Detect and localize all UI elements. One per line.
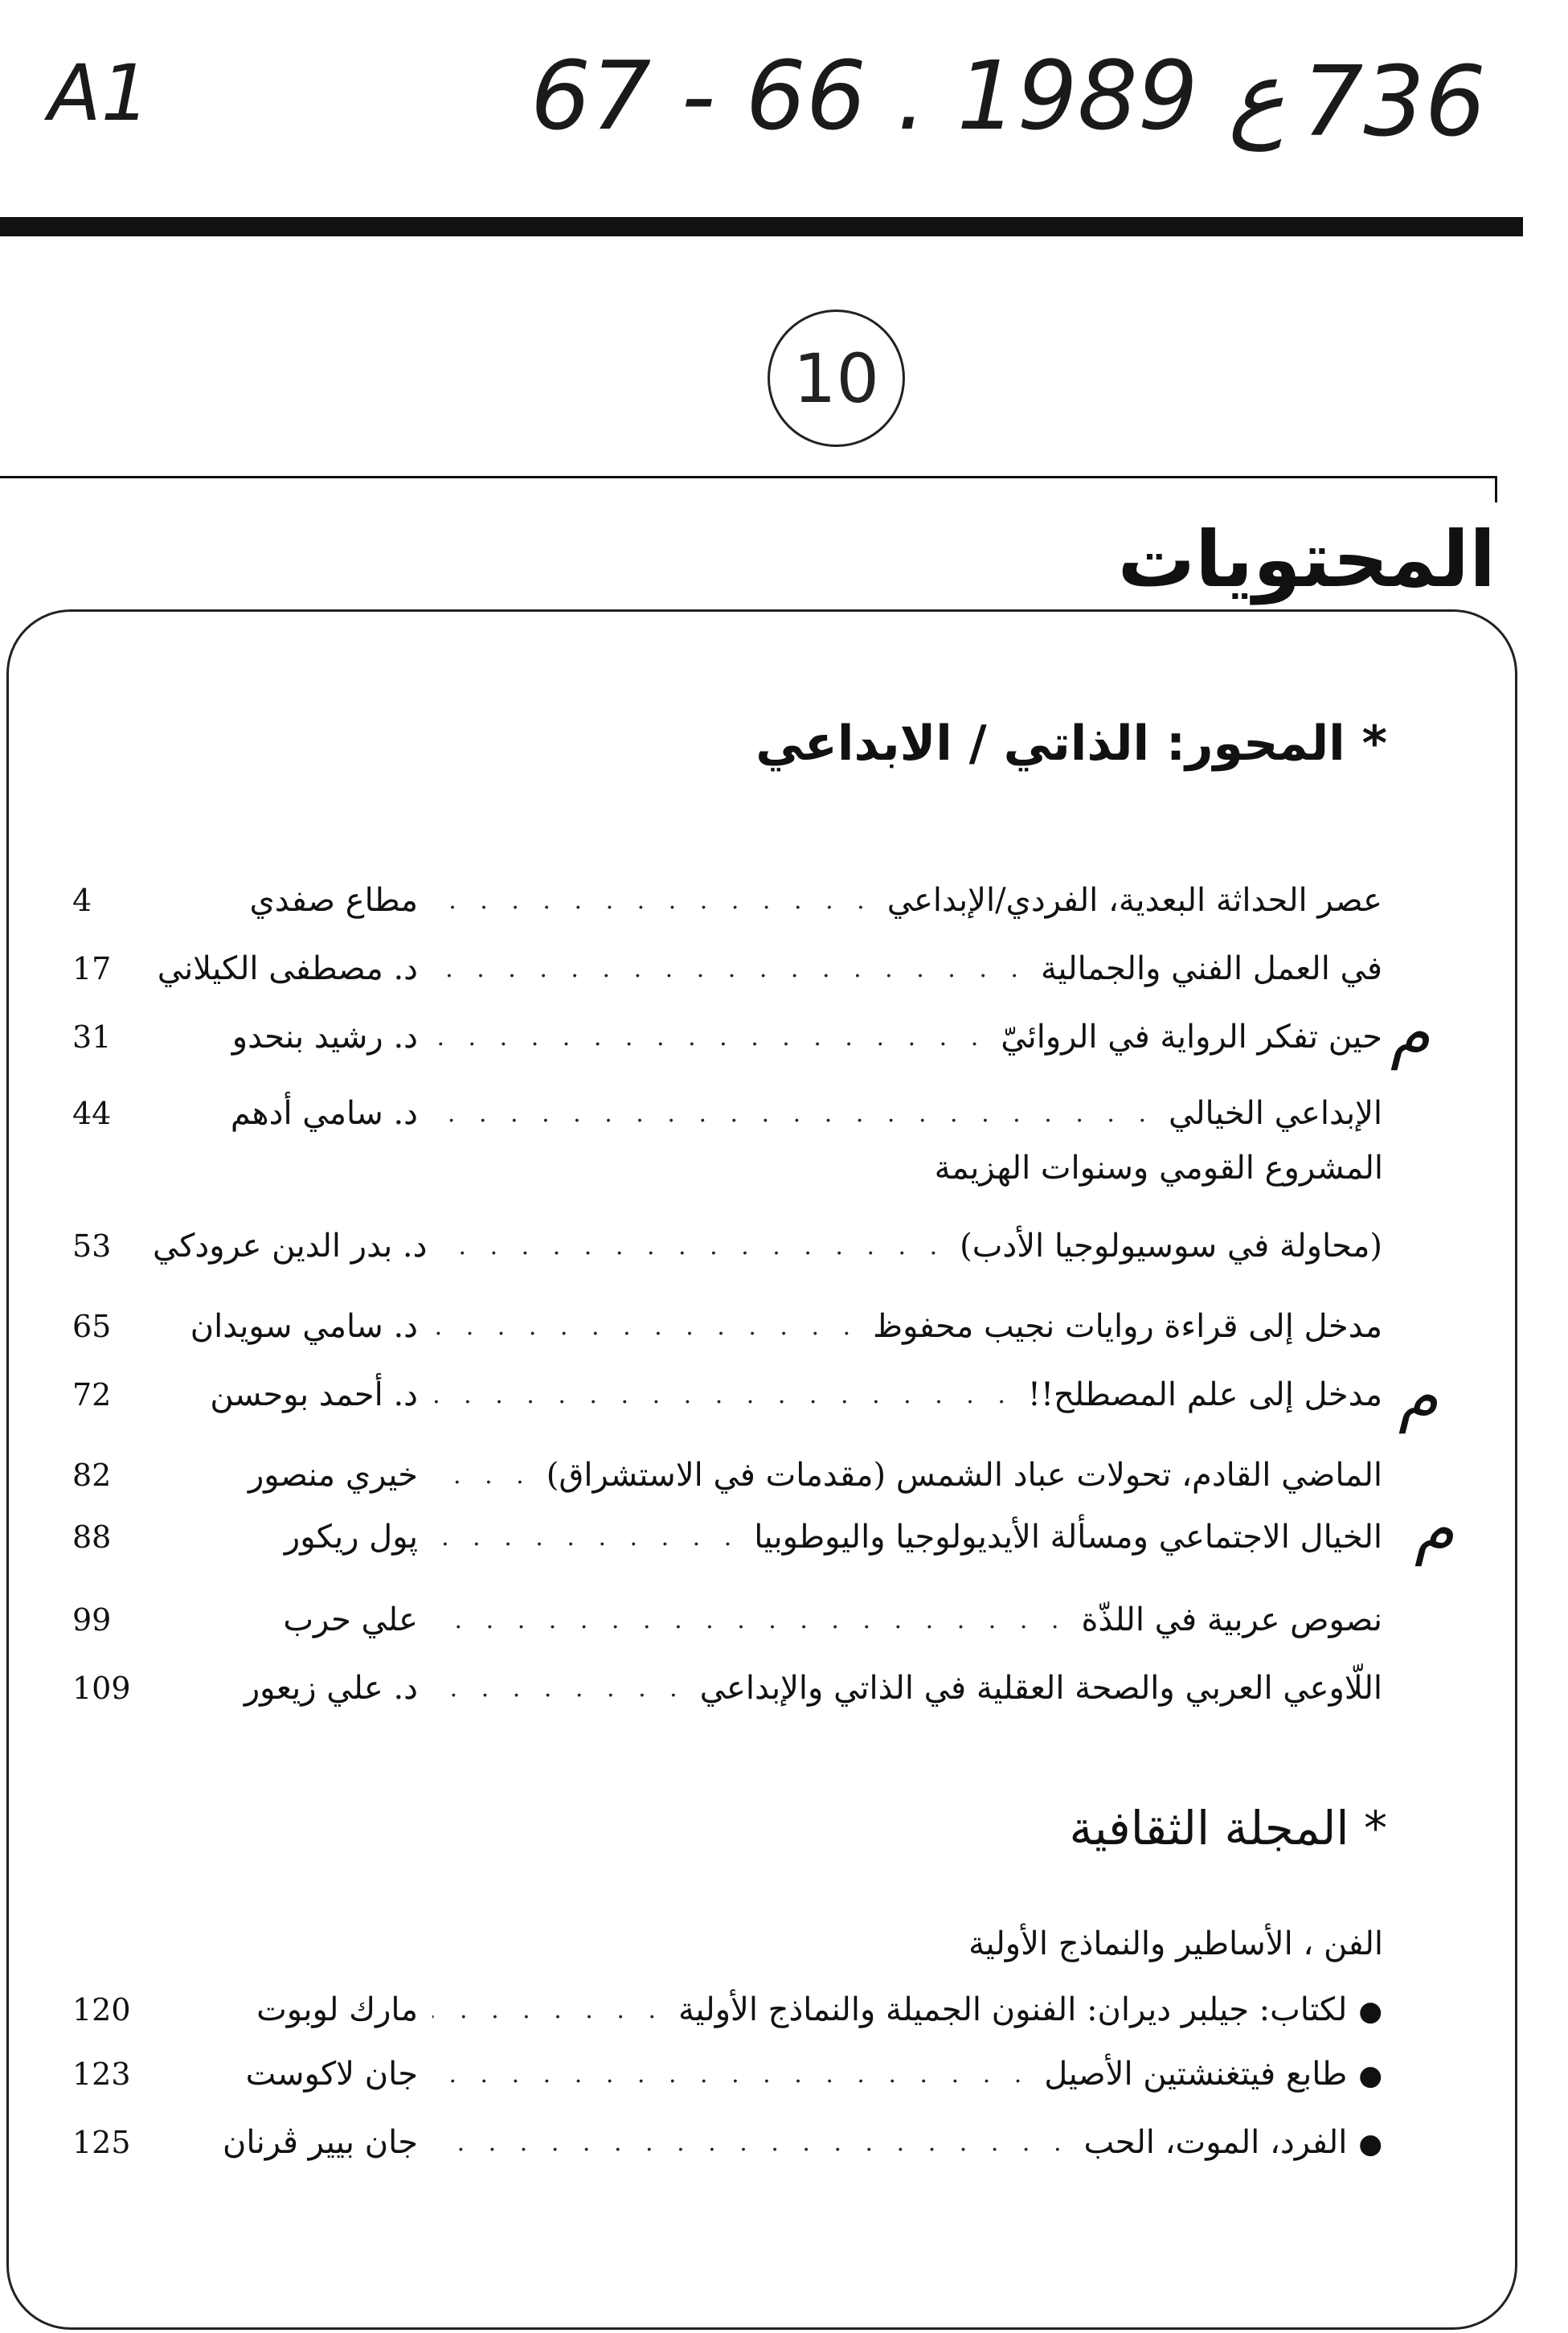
- toc-title: حين تفكر الرواية في الروائيّ: [1001, 1019, 1382, 1056]
- toc-title: اللّاوعي العربي والصحة العقلية في الذاتي والإبداعي: [699, 1670, 1382, 1707]
- handwritten-issue-info: 67 - 66 . ع 1989: [530, 40, 1285, 151]
- toc-page: 88: [72, 1519, 112, 1555]
- toc-author: د. رشيد بنحدو: [231, 1019, 418, 1056]
- toc-title: عصر الحداثة البعدية، الفردي/الإبداعي: [886, 882, 1382, 919]
- toc-title: الإبداعي الخيالي: [1169, 1095, 1382, 1132]
- title-frame: [0, 476, 1497, 502]
- toc-row: [72, 2042, 1382, 2106]
- toc-page: 53: [72, 1228, 112, 1264]
- toc-continuation-line: المشروع القومي وسنوات الهزيمة: [934, 1150, 1383, 1187]
- toc-author: د. سامي أدهم: [230, 1095, 418, 1132]
- toc-page: 17: [72, 951, 112, 986]
- leader-dots: [432, 1462, 532, 1490]
- toc-author: د. علي زيعور: [244, 1670, 418, 1707]
- section2-intro-line: الفن ، الأساطير والنماذج الأولية: [968, 1925, 1383, 1962]
- toc-row: [72, 1081, 1382, 1146]
- toc-title: [1044, 2056, 1382, 2093]
- toc-row: [72, 1978, 1382, 2042]
- leader-dots: [432, 1523, 739, 1552]
- toc-row: [72, 1363, 1382, 1427]
- toc-author: مطاع صفدي: [249, 882, 418, 919]
- toc-page: 65: [72, 1309, 112, 1344]
- bullet-icon: ●: [1358, 1995, 1382, 2028]
- toc-author: جان لاكوست: [245, 2056, 418, 2093]
- toc-page: 125: [72, 2125, 131, 2160]
- handwritten-margin-mark: م: [1414, 1491, 1455, 1566]
- toc-row: [72, 1505, 1382, 1569]
- leader-dots: [441, 1232, 945, 1261]
- top-rule: [0, 217, 1523, 236]
- toc-title: [678, 1991, 1382, 2028]
- handwritten-number-right: 736: [1302, 47, 1487, 158]
- toc-title: مدخل إلى علم المصطلح!!: [1027, 1376, 1382, 1413]
- handwritten-margin-mark: م: [1398, 1359, 1439, 1433]
- bullet-icon: ●: [1358, 2060, 1382, 2092]
- toc-page: 123: [72, 2056, 131, 2092]
- leader-dots: [432, 1313, 858, 1341]
- toc-author: د. سامي سويدان: [190, 1308, 418, 1345]
- toc-author: د. مصطفى الكيلاني: [157, 950, 418, 987]
- circled-page-number: 10: [768, 310, 905, 447]
- toc-title: الماضي القادم، تحولات عباد الشمس (مقدمات في الاستشراق): [546, 1457, 1382, 1494]
- toc-title-text: لكتاب: جيلبر ديران: الفنون الجميلة والنماذج الأولية: [678, 1991, 1348, 2028]
- toc-title: مدخل إلى قراءة روايات نجيب محفوظ: [873, 1308, 1382, 1345]
- leader-dots: [432, 1675, 686, 1703]
- toc-row: [72, 1294, 1382, 1359]
- leader-dots: [432, 1381, 1013, 1409]
- toc-title: في العمل الفني والجمالية: [1040, 950, 1382, 987]
- toc-page: 109: [72, 1671, 131, 1706]
- toc-author: مارك لوبوت: [256, 1991, 418, 2028]
- toc-title: [1084, 2124, 1382, 2161]
- toc-page: 72: [72, 1377, 112, 1413]
- toc-author: خيري منصور: [248, 1457, 418, 1494]
- handwritten-margin-mark: م: [1390, 995, 1431, 1070]
- toc-author: جان بيير ڤرنان: [223, 2124, 418, 2161]
- toc-page: 82: [72, 1458, 112, 1493]
- handwritten-code-left: A1: [48, 48, 150, 138]
- leader-dots: [432, 1100, 1154, 1128]
- toc-page: 4: [72, 883, 92, 918]
- toc-row: [72, 1656, 1382, 1720]
- leader-dots: [432, 1023, 986, 1052]
- leader-dots: [432, 955, 1026, 983]
- toc-row: [72, 2110, 1382, 2175]
- toc-author: علي حرب: [283, 1601, 418, 1638]
- toc-title-text: طابع فيتغنشتين الأصيل: [1044, 2056, 1348, 2093]
- section2-heading: * المجلة الثقافية: [1069, 1801, 1387, 1855]
- leader-dots: [432, 2060, 1030, 2089]
- toc-page: 120: [72, 1992, 131, 2028]
- toc-author: د. أحمد بوحسن: [210, 1376, 418, 1413]
- leader-dots: [432, 2129, 1070, 2157]
- toc-page: 44: [72, 1096, 112, 1131]
- toc-title: نصوص عربية في اللذّة: [1081, 1601, 1382, 1638]
- toc-page: 31: [72, 1019, 112, 1055]
- toc-author: د. بدر الدين عرودكي: [153, 1228, 428, 1265]
- toc-row: [72, 1214, 1382, 1278]
- toc-row: [72, 1443, 1382, 1507]
- section1-heading: * المحور: الذاتي / الابداعي: [755, 715, 1387, 772]
- toc-author: پول ريكور: [284, 1519, 418, 1556]
- toc-page: 99: [72, 1602, 112, 1638]
- toc-row: [72, 1005, 1382, 1069]
- toc-title: (محاولة في سوسيولوجيا الأدب): [960, 1228, 1382, 1265]
- contents-title: المحتويات: [1117, 515, 1496, 605]
- toc-row: [72, 937, 1382, 1001]
- leader-dots: [432, 1606, 1066, 1634]
- toc-title: الخيال الاجتماعي ومسألة الأيديولوجيا واليوطوبيا: [754, 1519, 1382, 1556]
- bullet-icon: ●: [1358, 2128, 1382, 2160]
- toc-row: [72, 1588, 1382, 1652]
- toc-title-text: الفرد، الموت، الحب: [1083, 2124, 1348, 2161]
- toc-row: [72, 868, 1382, 933]
- leader-dots: [432, 887, 873, 915]
- leader-dots: [432, 1996, 664, 2024]
